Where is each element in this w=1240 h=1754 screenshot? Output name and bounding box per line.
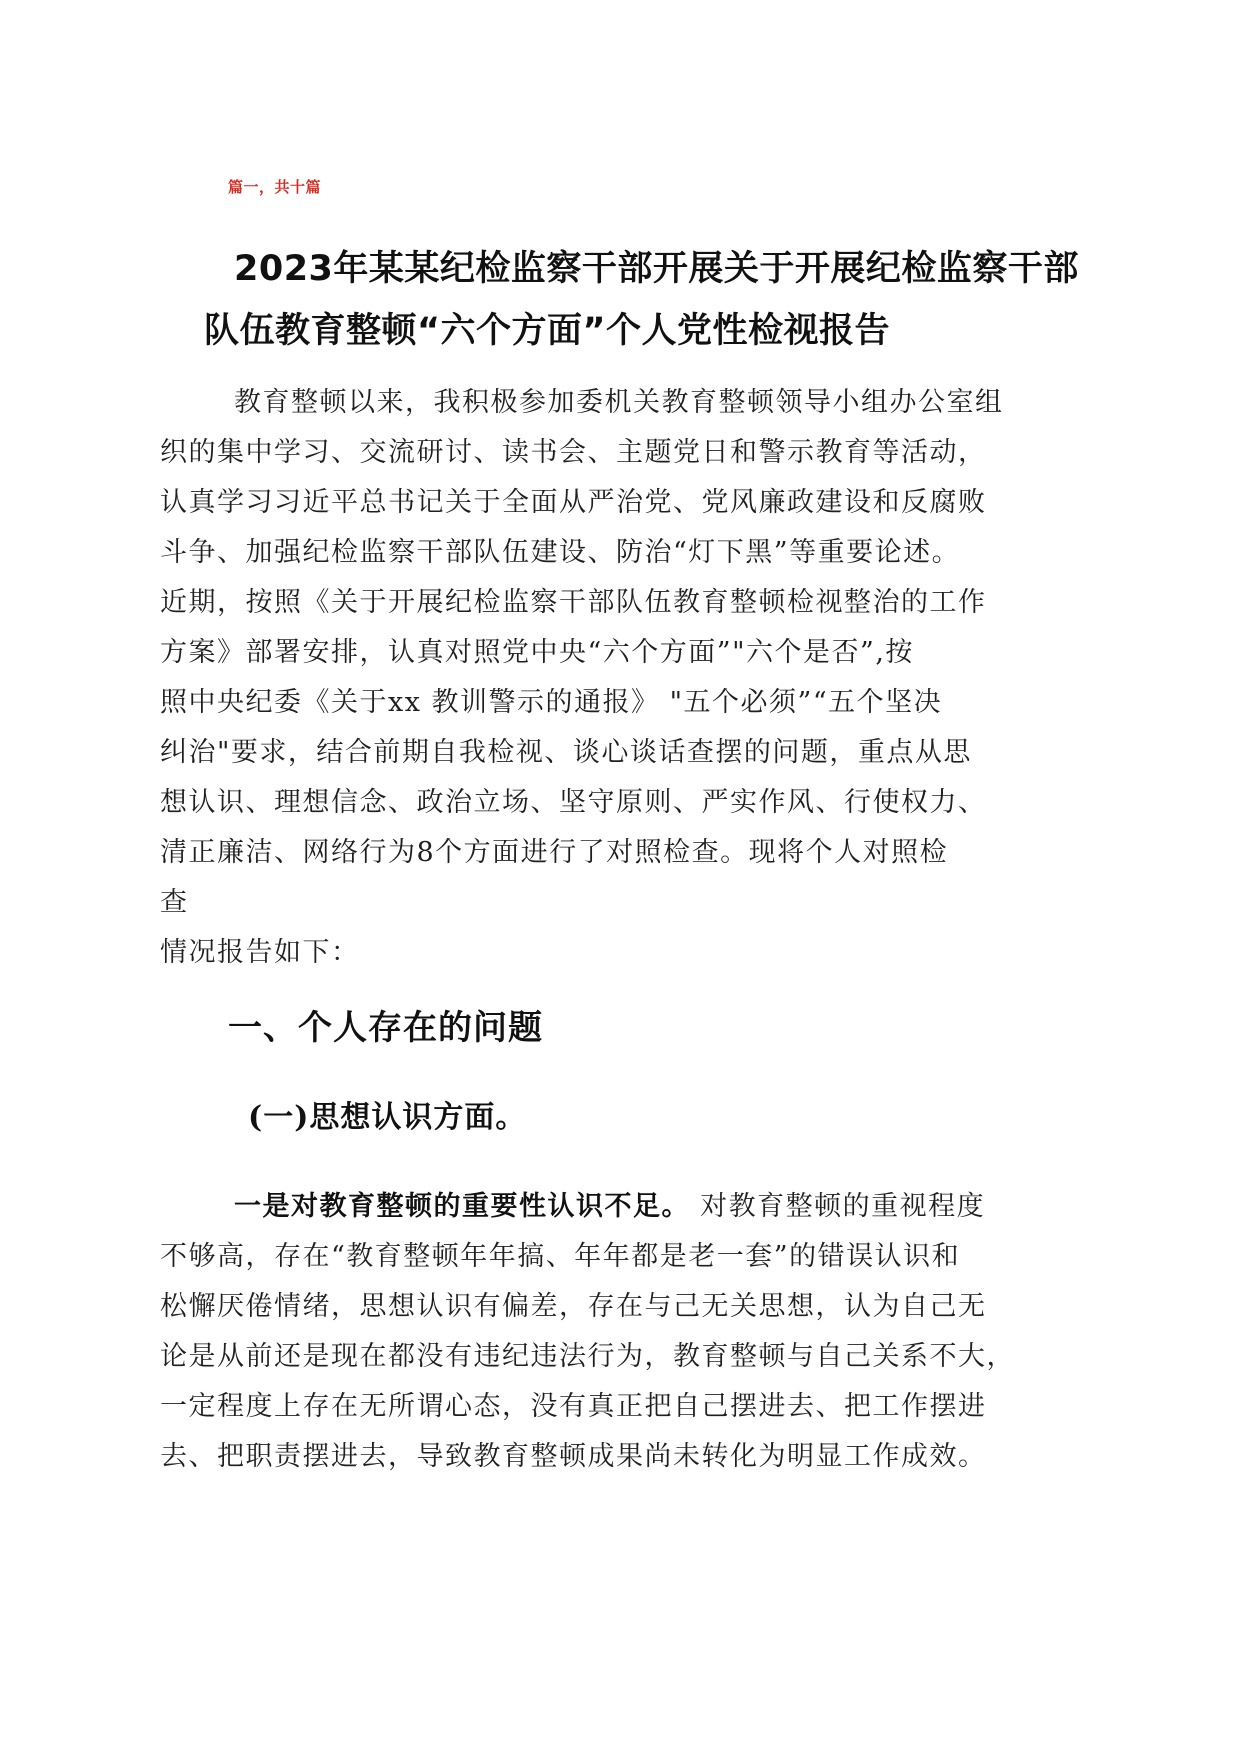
intro-line: 斗争、加强纪检监察干部队伍建设、防治“灯下黑”等重要论述。 bbox=[160, 537, 961, 568]
paragraph-line: 一定程度上存在无所谓心态，没有真正把自己摆进去、把工作摆进 bbox=[160, 1391, 987, 1422]
paragraph-lead: 一是对教育整顿的重要性认识不足。 bbox=[234, 1191, 690, 1222]
paragraph-first-line bbox=[160, 1182, 1100, 1232]
paragraph-line: 松懈厌倦情绪，思想认识有偏差，存在与己无关思想，认为自己无 bbox=[160, 1291, 987, 1322]
intro-line: 清正廉洁、网络行为8个方面进行了对照检查。现将个人对照检 bbox=[160, 837, 949, 868]
subsection-heading: (一)思想认识方面。 bbox=[248, 1100, 527, 1135]
intro-line: 情况报告如下： bbox=[160, 937, 360, 968]
paragraph-line: 论是从前还是现在都没有违纪违法行为，教育整顿与自己关系不大， bbox=[160, 1341, 1015, 1372]
intro-line: 方案》部署安排，认真对照党中央“六个方面”"六个是否”,按 bbox=[160, 637, 914, 668]
intro-line: 查 bbox=[160, 887, 189, 918]
series-note: 篇一，共十篇 bbox=[228, 178, 322, 196]
paragraph-1 bbox=[160, 1182, 1100, 1482]
intro-paragraph bbox=[160, 378, 1100, 978]
intro-line: 认真学习习近平总书记关于全面从严治党、党风廉政建设和反腐败 bbox=[160, 487, 987, 518]
intro-line: 想认识、理想信念、政治立场、坚守原则、严实作风、行使权力、 bbox=[160, 787, 987, 818]
intro-line: 织的集中学习、交流研讨、读书会、主题党日和警示教育等活动， bbox=[160, 437, 987, 468]
intro-line: 近期，按照《关于开展纪检监察干部队伍教育整顿检视整治的工作 bbox=[160, 587, 987, 618]
paragraph-first-line-rest: 对教育整顿的重视程度 bbox=[690, 1191, 986, 1222]
intro-line: 教育整顿以来，我积极参加委机关教育整顿领导小组办公室组 bbox=[234, 387, 1004, 418]
paragraph-line: 去、把职责摆进去，导致教育整顿成果尚未转化为明显工作成效。 bbox=[160, 1441, 987, 1472]
section-heading: 一、个人存在的问题 bbox=[228, 1008, 543, 1048]
title-line-1: 2023年某某纪检监察干部开展关于开展纪检监察干部 bbox=[234, 249, 1079, 289]
title-line-2: 队伍教育整顿“六个方面”个人党性检视报告 bbox=[204, 311, 891, 351]
intro-line: 照中央纪委《关于xx 教训警示的通报》 "五个必须”“五个坚决 bbox=[160, 687, 943, 718]
document-title bbox=[150, 238, 1090, 362]
intro-line: 纠治"要求，结合前期自我检视、谈心谈话查摆的问题，重点从思 bbox=[160, 737, 972, 768]
paragraph-line: 不够高，存在“教育整顿年年搞、年年都是老一套”的错误认识和 bbox=[160, 1241, 961, 1272]
